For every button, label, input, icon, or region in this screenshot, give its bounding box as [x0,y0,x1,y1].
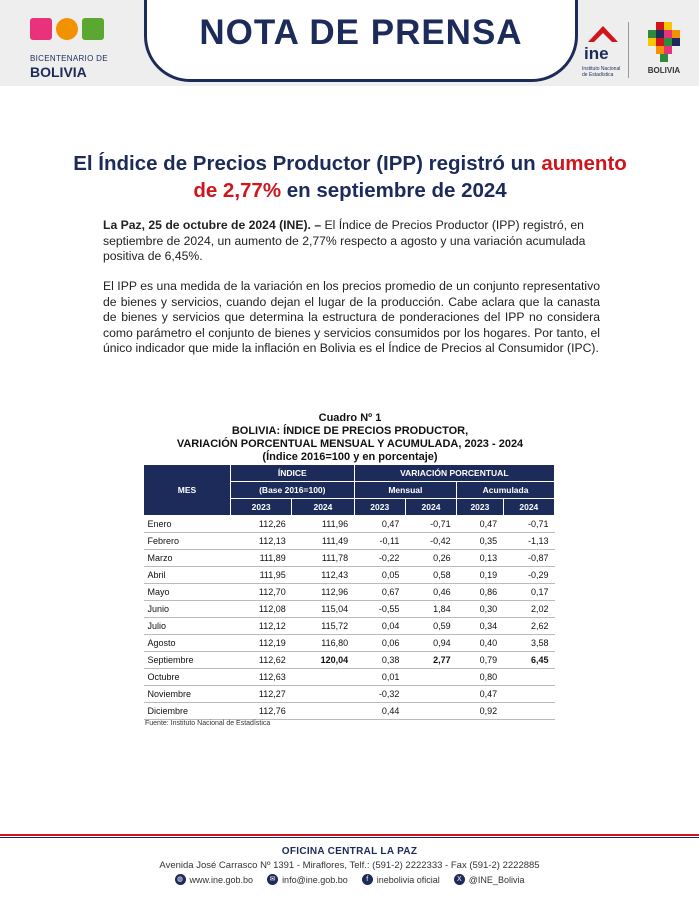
contact-x-text: @INE_Bolivia [468,874,525,885]
cell-i2023: 111,89 [231,550,292,567]
cell-a2024: 2,62 [503,618,554,635]
banner-title: NOTA DE PRENSA [199,13,523,52]
table-caption-title: BOLIVIA: ÍNDICE DE PRECIOS PRODUCTOR, [231,425,469,437]
ine-logo-subtitle: Instituto Nacional de Estadística [582,66,621,78]
cell-m2023: 0,44 [354,703,405,720]
cell-a2023: 0,19 [457,567,504,584]
cell-i2023: 112,19 [231,635,292,652]
cell-mes: Agosto [144,635,231,652]
cell-i2023: 112,76 [231,703,292,720]
cell-i2024: 115,04 [292,601,354,618]
contact-email-text: info@ine.gob.bo [282,874,348,885]
bicentenario-glyph-3 [82,18,104,40]
lead-paragraph [103,218,600,265]
cell-a2024 [503,703,554,720]
table-row [144,652,555,669]
cell-a2023: 0,13 [457,550,504,567]
cell-mes: Mayo [144,584,231,601]
cell-mes: Abril [144,567,231,584]
cell-i2023: 112,62 [231,652,292,669]
table-row [144,635,555,652]
cell-a2024: -1,13 [503,533,554,550]
body-paragraph: El IPP es una medida de la variación en los precios promedio de un conjunto representativo de bienes y servicios, cuando dejan el lugar de la producción. Cabe aclara que la canasta de bienes y servicios que determina la estructura de ponderaciones del IPP no considera como parámetro el conjunto de bienes y servicios consumidos por los hogares. Por tanto, el único indicador que mide la inflación en Bolivia es el Índice de Precios al Consumidor (IPC). [103,279,600,355]
header-year: 2023 [457,499,504,516]
headline-highlight: aumento de 2,77% [193,152,627,202]
bicentenario-glyph-1 [30,18,52,40]
logo-divider [628,22,629,78]
cell-m2024: 2,77 [405,652,456,669]
header-year: 2023 [354,499,405,516]
cell-m2023: -0,11 [354,533,405,550]
bicentenario-small-text: BICENTENARIO DE [30,54,108,63]
header-year: 2024 [292,499,354,516]
cell-mes: Noviembre [144,686,231,703]
cell-m2024: 0,46 [405,584,456,601]
header-base: (Base 2016=100) [231,482,355,499]
cell-m2023: 0,38 [354,652,405,669]
headline-part-1: El Índice de Precios Productor (IPP) registró un [73,152,542,175]
contact-web[interactable] [175,874,254,885]
cell-i2024: 115,72 [292,618,354,635]
cell-i2023: 112,27 [231,686,292,703]
footer-rule-secondary [0,837,699,838]
table-row [144,601,555,618]
contact-x[interactable] [454,874,525,885]
table-row [144,550,555,567]
cell-m2024: 1,84 [405,601,456,618]
cell-m2023: 0,05 [354,567,405,584]
cell-a2024 [503,669,554,686]
x-icon: X [454,874,465,885]
cell-mes: Enero [144,516,231,533]
cell-m2024 [405,703,456,720]
cell-mes: Junio [144,601,231,618]
cell-a2024: -0,29 [503,567,554,584]
table-caption-number: Cuadro Nº 1 [318,412,382,424]
table-row [144,703,555,720]
table-source: Fuente: Instituto Nacional de Estadística [145,720,271,727]
cell-m2024: 0,59 [405,618,456,635]
cell-a2023: 0,92 [457,703,504,720]
cell-i2024: 112,96 [292,584,354,601]
cell-m2023: 0,04 [354,618,405,635]
contact-email[interactable] [267,874,348,885]
ine-logo-text: ine [584,44,609,63]
table-caption-subtitle: VARIACIÓN PORCENTUAL MENSUAL Y ACUMULADA, 2023 - 2024 [176,438,524,450]
cell-m2023: -0,32 [354,686,405,703]
cell-mes: Marzo [144,550,231,567]
header-year: 2024 [503,499,554,516]
cell-a2023: 0,86 [457,584,504,601]
cell-m2024 [405,669,456,686]
headline-part-2: en septiembre de 2024 [281,179,507,202]
cell-a2023: 0,35 [457,533,504,550]
facebook-icon: f [362,874,373,885]
cell-m2023: -0,22 [354,550,405,567]
mail-icon: ✉ [267,874,278,885]
table-row [144,686,555,703]
cell-mes: Octubre [144,669,231,686]
contact-web-text: www.ine.gob.bo [189,874,254,885]
table-row [144,669,555,686]
bicentenario-glyph-2 [56,18,78,40]
cell-m2024 [405,686,456,703]
cell-m2024: 0,26 [405,550,456,567]
table-row [144,516,555,533]
cell-a2024 [503,686,554,703]
footer-address: Avenida José Carrasco Nº 1391 - Miraflores, Telf.: (591-2) 2222333 - Fax (591-2) 2222885 [159,860,540,871]
cell-i2024: 111,96 [292,516,354,533]
table-row [144,618,555,635]
cell-i2024 [292,686,354,703]
cell-m2023: 0,47 [354,516,405,533]
cell-a2024: -0,71 [503,516,554,533]
cell-a2023: 0,30 [457,601,504,618]
header-year: 2024 [405,499,456,516]
cell-i2024 [292,669,354,686]
globe-icon: ◍ [175,874,186,885]
dateline: La Paz, 25 de octubre de 2024 (INE). – [103,218,322,232]
contact-facebook-text: inebolivia oficial [376,874,440,885]
cell-i2024 [292,703,354,720]
cell-i2024: 116,80 [292,635,354,652]
cell-a2024: -0,87 [503,550,554,567]
cell-i2023: 112,08 [231,601,292,618]
cell-mes: Julio [144,618,231,635]
cell-m2023: 0,01 [354,669,405,686]
ipp-table [143,464,555,720]
ipp-table-body [144,516,555,720]
footer-title: OFICINA CENTRAL LA PAZ [281,846,418,857]
cell-a2023: 0,80 [457,669,504,686]
cell-m2023: 0,67 [354,584,405,601]
header-acumulada: Acumulada [457,482,555,499]
cell-m2023: 0,06 [354,635,405,652]
headline [60,150,640,204]
table-row [144,567,555,584]
cell-i2023: 112,70 [231,584,292,601]
cell-i2024: 120,04 [292,652,354,669]
header-mensual: Mensual [354,482,457,499]
cell-a2024: 6,45 [503,652,554,669]
cell-a2024: 0,17 [503,584,554,601]
table-row [144,533,555,550]
cell-i2023: 112,13 [231,533,292,550]
cell-a2023: 0,34 [457,618,504,635]
header-variacion: VARIACIÓN PORCENTUAL [354,465,554,482]
cell-a2024: 2,02 [503,601,554,618]
header-indice: ÍNDICE [231,465,355,482]
cell-m2024: 0,94 [405,635,456,652]
cell-i2024: 111,78 [292,550,354,567]
cell-i2023: 112,26 [231,516,292,533]
cell-mes: Septiembre [144,652,231,669]
cell-i2024: 112,43 [292,567,354,584]
cell-mes: Febrero [144,533,231,550]
cell-a2024: 3,58 [503,635,554,652]
header-year: 2023 [231,499,292,516]
cell-a2023: 0,47 [457,686,504,703]
header-mes: MES [144,465,231,516]
table-row [144,584,555,601]
cell-a2023: 0,40 [457,635,504,652]
cell-i2023: 112,63 [231,669,292,686]
table-caption-units: (Índice 2016=100 y en porcentaje) [262,451,438,463]
cell-m2023: -0,55 [354,601,405,618]
cell-i2023: 112,12 [231,618,292,635]
footer-rule [0,834,699,836]
bicentenario-logo [10,14,130,80]
cell-i2024: 111,49 [292,533,354,550]
cell-mes: Diciembre [144,703,231,720]
cell-m2024: -0,71 [405,516,456,533]
bolivia-state-text: BOLIVIA [647,66,681,75]
contact-facebook[interactable] [362,874,440,885]
cell-m2024: 0,58 [405,567,456,584]
cell-m2024: -0,42 [405,533,456,550]
cell-a2023: 0,79 [457,652,504,669]
bicentenario-big-text: BOLIVIA [30,64,87,80]
lead-text: El Índice de Precios Productor (IPP) registró, en septiembre de 2024, un aumento de 2,77% respecto a agosto y una variación acumulada positiva de 6,45%. [103,218,586,263]
footer-contacts [0,874,699,885]
cell-a2023: 0,47 [457,516,504,533]
press-release-banner [144,0,578,82]
cell-i2023: 111,95 [231,567,292,584]
